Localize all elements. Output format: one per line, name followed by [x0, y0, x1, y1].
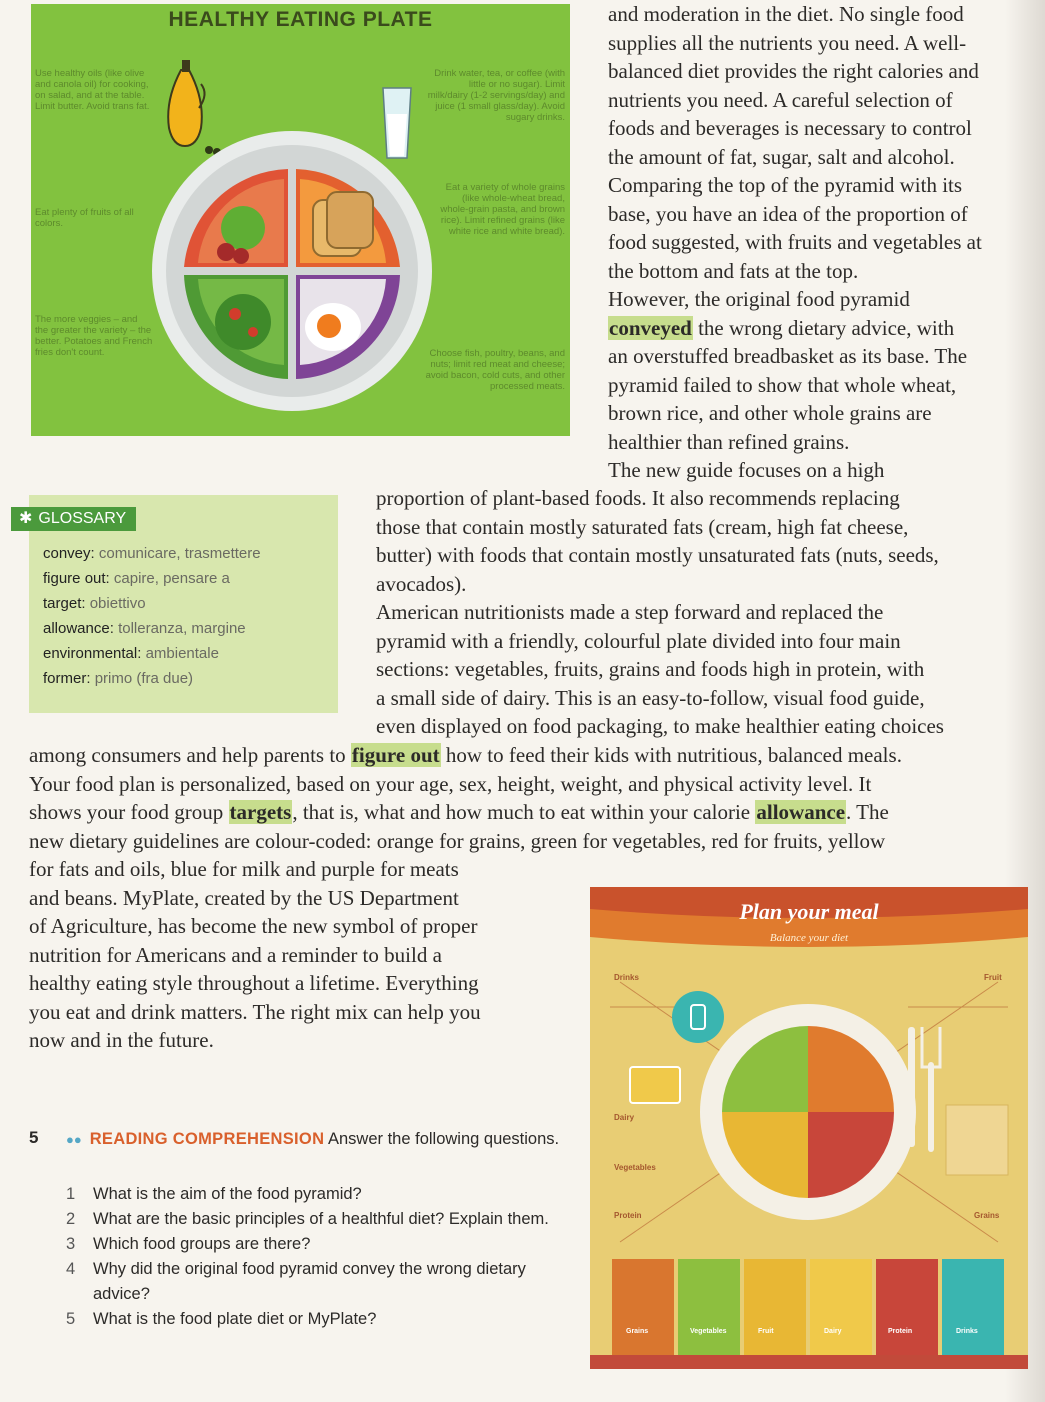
text-line	[29, 741, 1034, 770]
glossary-highlight-conveyed: conveyed	[609, 315, 692, 340]
question-text: What is the food plate diet or MyPlate?	[93, 1310, 377, 1328]
cheese-icon	[630, 1067, 680, 1103]
veggies-note: The more veggies – and the greater the variety – the better. Potatoes and French fries don't count.	[35, 314, 153, 358]
exercise-instruction: Answer the following questions.	[327, 1130, 560, 1148]
question-text: Which food groups are there?	[93, 1235, 311, 1253]
glossary-definition: comunicare, trasmettere	[98, 545, 261, 562]
label-fruit: Fruit	[984, 973, 1002, 982]
text-fragment: the wrong dietary advice, with	[692, 315, 955, 340]
text-fragment: shows your food group	[29, 800, 229, 824]
glossary-list	[43, 541, 261, 691]
label-drinks: Drinks	[614, 973, 639, 982]
tab-label-fruit: Fruit	[758, 1328, 774, 1335]
text-line: brown rice, and other whole grains are	[608, 401, 932, 425]
plan-your-meal-figure	[590, 887, 1028, 1369]
text-line: those that contain mostly saturated fats (cream, high fat cheese,	[376, 514, 909, 539]
text-line: now and in the future.	[29, 1028, 214, 1052]
glossary-box	[19, 495, 338, 713]
glossary-highlight-targets: targets	[229, 800, 292, 824]
glossary-item: convey: comunicare, trasmettere	[43, 545, 261, 562]
bottom-tab-labels	[612, 1325, 1004, 1341]
text-line: a small side of dairy. This is an easy-to-follow, visual food guide,	[376, 685, 925, 710]
cutlery-icon	[908, 1027, 940, 1152]
tab-label-drinks: Drinks	[956, 1328, 978, 1335]
glossary-heading-label: GLOSSARY	[38, 510, 127, 527]
glossary-definition: primo (fra due)	[94, 670, 194, 687]
text-line: and moderation in the diet. No single food	[608, 2, 964, 26]
text-line: However, the original food pyramid	[608, 287, 910, 311]
text-line: butter) with foods that contain mostly unsaturated fats (nuts, seeds,	[376, 543, 939, 567]
glossary-term: environmental	[43, 645, 138, 662]
glossary-term: figure out	[43, 570, 106, 587]
glossary-item: environmental: ambientale	[43, 645, 219, 662]
question-number: 5	[66, 1310, 76, 1328]
label-vegetables: Vegetables	[614, 1163, 656, 1172]
glossary-definition: capire, pensare a	[113, 570, 230, 587]
text-line: American nutritionists made a step forward and replaced the	[376, 600, 884, 624]
figure-title: HEALTHY EATING PLATE	[168, 8, 433, 31]
question-number: 2	[66, 1210, 76, 1228]
question-item	[66, 1232, 566, 1257]
question-item	[66, 1182, 566, 1207]
question-text: What are the basic principles of a healthful diet? Explain them.	[93, 1210, 549, 1228]
question-text: Why did the original food pyramid convey the wrong dietary advice?	[93, 1260, 526, 1303]
label-grains: Grains	[974, 1211, 1000, 1220]
text-line: pyramid with a friendly, colourful plate divided into four main	[376, 628, 901, 653]
text-line: foods and beverages is necessary to control	[608, 116, 972, 140]
text-line: healthier than refined grains.	[608, 429, 850, 454]
text-line: an overstuffed breadbasket as its base. The	[608, 344, 968, 368]
text-line: nutrients you need. A careful selection of	[608, 87, 953, 112]
glossary-item: figure out: capire, pensare a	[43, 570, 230, 587]
text-line	[608, 314, 1033, 343]
text-line: nutrition for Americans and a reminder to build a	[29, 942, 442, 967]
text-line: supplies all the nutrients you need. A well-	[608, 30, 967, 55]
tab-label-dairy: Dairy	[824, 1328, 842, 1335]
text-line: even displayed on food packaging, to make healthier eating choices	[376, 714, 944, 738]
asterisk-icon: ✱	[19, 510, 33, 527]
exercise-label: READING COMPREHENSION	[89, 1130, 325, 1148]
glossary-definition: tolleranza, margine	[118, 620, 246, 637]
glossary-heading	[11, 507, 136, 531]
text-line: you eat and drink matters. The right mix can help you	[29, 999, 481, 1024]
article-left-column	[29, 855, 574, 1055]
fruits-note: Eat plenty of fruits of all colors.	[35, 207, 134, 229]
question-item	[66, 1257, 566, 1307]
glossary-definition: ambientale	[145, 645, 219, 662]
text-line: balanced diet provides the right calories and	[608, 59, 979, 83]
article-middle-column	[376, 484, 1036, 741]
text-line: for fats and oils, blue for milk and purple for meats	[29, 857, 459, 881]
difficulty-dots-icon: ●●	[66, 1132, 82, 1147]
text-line: healthy eating style throughout a lifetime. Everything	[29, 971, 479, 995]
glossary-item: target: obiettivo	[43, 595, 146, 612]
question-list	[66, 1182, 566, 1332]
oils-note: Use healthy oils (like olive and canola oil) for cooking, on salad, and at the table. Limit butter. Avoid trans fat.	[35, 68, 150, 112]
text-line: proportion of plant-based foods. It also recommends replacing	[376, 486, 900, 510]
tab-label-grains: Grains	[626, 1328, 649, 1335]
oil-bottle-icon	[168, 60, 221, 156]
glossary-highlight-figure-out: figure out	[351, 743, 440, 767]
water-glass-icon	[383, 88, 411, 158]
protein-note: Choose fish, poultry, beans, and nuts; limit red meat and cheese; avoid bacon, cold cuts, and other processed meats.	[425, 348, 565, 392]
glossary-item: former: primo (fra due)	[43, 670, 194, 687]
plan-subtitle: Balance your diet	[769, 932, 849, 944]
text-line: avocados).	[376, 571, 467, 596]
article-full-width	[29, 741, 1034, 855]
text-line	[29, 798, 1034, 827]
glossary-term: former	[43, 670, 87, 687]
plate-sections-icon	[722, 1026, 894, 1198]
text-line: Comparing the top of the pyramid with its	[608, 173, 963, 197]
drink-icon	[672, 991, 724, 1043]
glossary-highlight-allowance: allowance	[756, 800, 846, 824]
text-fragment: how to feed their kids with nutritious, balanced meals.	[440, 743, 902, 767]
glossary-term: target	[43, 595, 82, 612]
glossary-item: allowance: tolleranza, margine	[43, 620, 246, 637]
question-item	[66, 1207, 566, 1232]
label-dairy: Dairy	[614, 1113, 635, 1122]
exercise-number: 5	[29, 1128, 39, 1147]
tab-label-vegetables: Vegetables	[690, 1328, 727, 1335]
grains-note: Eat a variety of whole grains (like whole-wheat bread, whole-grain pasta, and brown rice). Limit refined grains (like white rice and white bread).	[440, 182, 565, 237]
text-line: the amount of fat, sugar, salt and alcohol.	[608, 144, 955, 169]
plate-icon	[152, 131, 432, 411]
healthy-eating-plate-figure	[31, 4, 570, 436]
text-line: base, you have an idea of the proportion of	[608, 201, 968, 226]
text-fragment: among consumers and help parents to	[29, 743, 351, 767]
text-line: the bottom and fats at the top.	[608, 258, 859, 283]
label-protein: Protein	[614, 1211, 642, 1220]
plan-illustration	[590, 887, 1028, 1369]
text-line: new dietary guidelines are colour-coded: orange for grains, green for vegetables, red for fruits, yellow	[29, 828, 886, 853]
glossary-definition: obiettivo	[89, 595, 146, 612]
text-fragment: . The	[846, 800, 889, 824]
plan-title: Plan your meal	[739, 899, 879, 924]
glossary-term: allowance	[43, 620, 110, 637]
text-line: sections: vegetables, fruits, grains and foods high in protein, with	[376, 657, 925, 681]
exercise-heading	[66, 1128, 566, 1151]
text-line: Your food plan is personalized, based on your age, sex, height, weight, and physical activity level. It	[29, 771, 872, 796]
text-line: of Agriculture, has become the new symbol of proper	[29, 914, 478, 938]
question-item	[66, 1307, 566, 1332]
tab-label-protein: Protein	[888, 1328, 913, 1335]
article-right-column	[608, 0, 1033, 485]
text-line: and beans. MyPlate, created by the US Department	[29, 885, 459, 910]
text-line: food suggested, with fruits and vegetables at	[608, 230, 982, 254]
question-text: What is the aim of the food pyramid?	[93, 1185, 362, 1203]
question-number: 1	[66, 1185, 76, 1203]
text-line: pyramid failed to show that whole wheat,	[608, 372, 957, 397]
question-number: 3	[66, 1235, 76, 1253]
glossary-term: convey	[43, 545, 91, 562]
question-number: 4	[66, 1260, 76, 1278]
water-note: Drink water, tea, or coffee (with little or no sugar). Limit milk/dairy (1-2 servings/day) and juice (1 small glass/day). Avoid sugary drinks.	[427, 68, 565, 123]
text-fragment: , that is, what and how much to eat within your calorie	[292, 800, 756, 824]
text-line: The new guide focuses on a high	[608, 458, 885, 482]
